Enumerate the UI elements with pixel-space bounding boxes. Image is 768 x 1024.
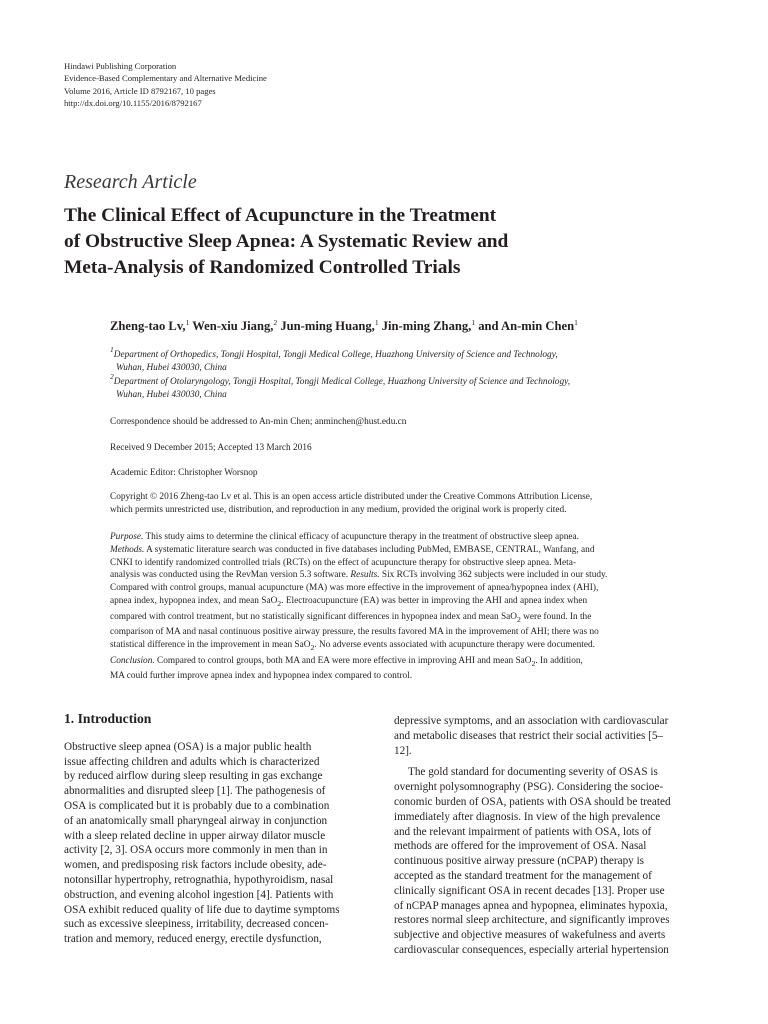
publisher-line: Hindawi Publishing Corporation — [64, 61, 177, 71]
body-line: by reduced airflow during sleep resulting in gas exchange — [64, 770, 323, 783]
title-line: The Clinical Effect of Acupuncture in the Treatment — [64, 205, 497, 226]
doi-link[interactable]: http://dx.doi.org/10.1155/2016/8792167 — [64, 98, 202, 109]
body-line: restores normal sleep architecture, and significantly improves — [394, 914, 670, 927]
volume-line: Volume 2016, Article ID 8792167, 10 pages — [64, 85, 216, 96]
abstract-text: A systematic literature search was conducted in five databases including PubMed, EMBASE, CENTRAL, Wanfang, and — [144, 544, 595, 555]
article-type: Research Article — [64, 171, 197, 193]
author-name: Jin-ming Zhang, — [378, 319, 472, 333]
abstract-text: CNKI to identify randomized controlled trials (RCTs) on the effect of acupuncture therapy for obstructive sleep apnea. Meta- — [110, 557, 576, 568]
abstract-text: apnea index, hypopnea index, and mean SaO — [110, 595, 278, 606]
body-line: clinically significant OSA in recent decades [13]. Proper use — [394, 884, 665, 897]
abstract-text: Six RCTs involving 362 subjects were included in our study. — [379, 570, 608, 581]
left-column — [64, 712, 374, 947]
affiliation — [110, 345, 710, 376]
affiliations — [110, 345, 710, 403]
body-line: and metabolic diseases that restrict their social activities [5– — [394, 729, 664, 742]
abstract-text: . Electroacupuncture (EA) was better in improving the AHI and apnea index when — [281, 595, 588, 606]
abstract-text: analysis was conducted using the RevMan version 5.3 software. — [110, 570, 351, 581]
received-dates: Received 9 December 2015; Accepted 13 March 2016 — [110, 443, 312, 453]
abstract-text: . No adverse events associated with acupuncture therapy were documented. — [314, 640, 595, 651]
copyright-notice — [110, 491, 710, 518]
affiliation — [110, 371, 710, 403]
author-affiliation-mark: 1 — [374, 318, 379, 327]
body-line: subjective and objective measures of wakefulness and averts — [394, 929, 666, 942]
abstract-text: . In addition, — [535, 655, 583, 666]
affiliation-mark: 2 — [110, 371, 114, 381]
body-line: continuous positive airway pressure (nCPAP) therapy is — [394, 855, 645, 868]
body-line: depressive symptoms, and an association with cardiovascular — [394, 715, 669, 727]
affiliation-text: Department of Otolaryngology, Tongji Hospital, Tongji Medical College, Huazhong University of Science and Technology, — [113, 376, 571, 387]
abstract-text: statistical difference in the improvement in mean SaO — [110, 640, 311, 651]
body-line: tration and memory, reduced energy, erectile dysfunction, — [64, 933, 322, 946]
affiliation-text: Department of Orthopedics, Tongji Hospital, Tongji Medical College, Huazhong University of Science and Technology, — [113, 350, 558, 360]
abstract-text: This study aims to determine the clinical efficacy of acupuncture therapy in the treatment of obstructive sleep apnea. — [143, 532, 579, 542]
body-line: and the relevant impairment of patients with OSA, lots of — [394, 825, 652, 838]
body-line: OSA exhibit reduced quality of life due to daytime symptoms — [64, 903, 340, 916]
title-line: Meta-Analysis of Randomized Controlled Trials — [64, 257, 461, 278]
body-line: immediately after diagnosis. In view of the high prevalence — [394, 810, 661, 823]
section-heading: 1. Introduction — [64, 711, 152, 726]
author-name: Zheng-tao Lv, — [110, 319, 186, 333]
body-line: The gold standard for documenting severity of OSAS is — [408, 766, 658, 779]
subscript: 2 — [531, 658, 536, 668]
affiliation-city: Wuhan, Hubei 430030, China — [116, 363, 227, 374]
journal-masthead — [64, 60, 267, 110]
body-line: of nCPAP manages apnea and hypopnea, eliminates hypoxia, — [394, 899, 668, 912]
body-line: abnormalities and disrupted sleep [1]. The pathogenesis of — [64, 785, 326, 798]
body-line: cardiovascular consequences, especially arterial hypertension — [394, 943, 669, 956]
body-line: notonsillar hypertrophy, retrognathia, hypothyroidism, nasal — [64, 873, 334, 886]
body-line: women, and predisposing risk factors include obesity, ade- — [64, 859, 327, 872]
title-line: of Obstructive Sleep Apnea: A Systematic Review and — [64, 231, 509, 252]
author-name: Wen-xiu Jiang, — [189, 319, 274, 333]
body-line: 12]. — [394, 744, 412, 757]
abstract-text: comparison of MA and nasal continuous positive airway pressure, the results favored MA in the improvement of AHI; there was no — [110, 627, 599, 638]
body-line: such as excessive sleepiness, irritability, decreased concen- — [64, 918, 329, 931]
author-affiliation-mark: 1 — [574, 318, 578, 327]
abstract-text: Compared to control groups, both MA and EA were more effective in improving AHI and mean SaO — [154, 655, 532, 666]
results-label: Results. — [350, 570, 380, 581]
article-title — [64, 203, 704, 281]
purpose-label: Purpose. — [110, 532, 144, 542]
affiliation-city: Wuhan, Hubei 430030, China — [116, 390, 227, 401]
body-line: overnight polysomnography (PSG). Considering the socioe- — [394, 781, 664, 794]
author-list — [110, 319, 578, 334]
author-affiliation-mark: 1 — [471, 318, 476, 327]
body-line: activity [2, 3]. OSA occurs more commonly in men than in — [64, 844, 328, 857]
affiliation-mark: 1 — [110, 345, 114, 354]
body-line: obstruction, and evening alcohol ingestion [4]. Patients with — [64, 888, 334, 901]
journal-name-line: Evidence-Based Complementary and Alternative Medicine — [64, 73, 267, 84]
body-line: conomic burden of OSA, patients with OSA should be treated — [394, 795, 671, 808]
methods-label: Methods. — [110, 544, 145, 555]
author-affiliation-mark: 2 — [273, 318, 278, 327]
body-line: of an anatomically small pharyngeal airway in conjunction — [64, 814, 328, 827]
author-name: and An-min Chen — [475, 319, 575, 333]
abstract-text: compared with control treatment, but no statistically significant differences in hypopnea index and mean SaO — [110, 611, 517, 622]
author-affiliation-mark: 1 — [185, 318, 190, 327]
body-line: with a sleep related decline in upper airway dilator muscle — [64, 829, 326, 842]
abstract-text: MA could further improve apnea index and hypopnea index compared to control. — [110, 671, 413, 682]
abstract-text: Compared with control groups, manual acupuncture (MA) was more effective in the improvement of apnea/hypopnea index (AHI), — [110, 583, 599, 594]
copyright-line: which permits unrestricted use, distribution, and reproduction in any medium, provided the original work is properly cited. — [110, 505, 567, 516]
body-line: OSA is complicated but it is probably due to a combination — [64, 799, 330, 812]
copyright-line: Copyright © 2016 Zheng-tao Lv et al. This is an open access article distributed under the Creative Commons Attribution License, — [110, 492, 593, 502]
body-line: issue affecting children and adults which is characterized — [64, 755, 320, 768]
right-column — [394, 714, 704, 958]
body-line: methods are offered for the improvement of OSA. Nasal — [394, 840, 647, 853]
body-line: Obstructive sleep apnea (OSA) is a major public health — [64, 740, 312, 753]
correspondence-line: Correspondence should be addressed to An-min Chen; anminchen@hust.edu.cn — [110, 417, 407, 427]
conclusion-label: Conclusion. — [110, 655, 155, 666]
subscript: 2 — [310, 642, 315, 652]
subscript: 2 — [516, 614, 521, 624]
abstract-text: were found. In the — [520, 611, 592, 622]
subscript: 2 — [277, 598, 282, 608]
author-name: Jun-ming Huang, — [277, 319, 375, 333]
body-line: accepted as the standard treatment for the management of — [394, 869, 652, 882]
abstract — [110, 531, 710, 683]
academic-editor: Academic Editor: Christopher Worsnop — [110, 468, 258, 478]
